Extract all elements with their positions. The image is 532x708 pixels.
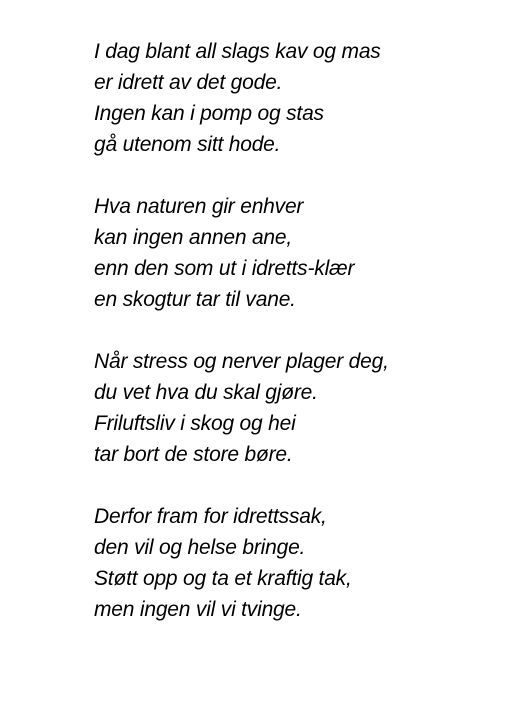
poem-line: Støtt opp og ta et kraftig tak,: [94, 567, 352, 590]
poem-line: en skogtur tar til vane.: [94, 288, 296, 311]
stanza-3: [94, 346, 514, 470]
stanza-4: [94, 501, 514, 625]
poem-line: den vil og helse bringe.: [94, 536, 306, 559]
poem-line: Derfor fram for idrettssak,: [94, 505, 327, 528]
poem: [94, 36, 514, 625]
poem-line: du vet hva du skal gjøre.: [94, 381, 318, 404]
stanza-1: [94, 36, 514, 160]
poem-line: Ingen kan i pomp og stas: [94, 102, 324, 125]
poem-line: men ingen vil vi tvinge.: [94, 598, 302, 621]
poem-line: Når stress og nerver plager deg,: [94, 350, 389, 373]
poem-line: I dag blant all slags kav og mas: [94, 40, 381, 63]
poem-line: Friluftsliv i skog og hei: [94, 412, 296, 435]
poem-line: Hva naturen gir enhver: [94, 195, 304, 218]
poem-line: tar bort de store børe.: [94, 443, 293, 466]
poem-line: kan ingen annen ane,: [94, 226, 293, 249]
poem-line: gå utenom sitt hode.: [94, 133, 281, 156]
stanza-2: [94, 191, 514, 315]
poem-line: enn den som ut i idretts-klær: [94, 257, 355, 280]
poem-line: er idrett av det gode.: [94, 71, 283, 94]
